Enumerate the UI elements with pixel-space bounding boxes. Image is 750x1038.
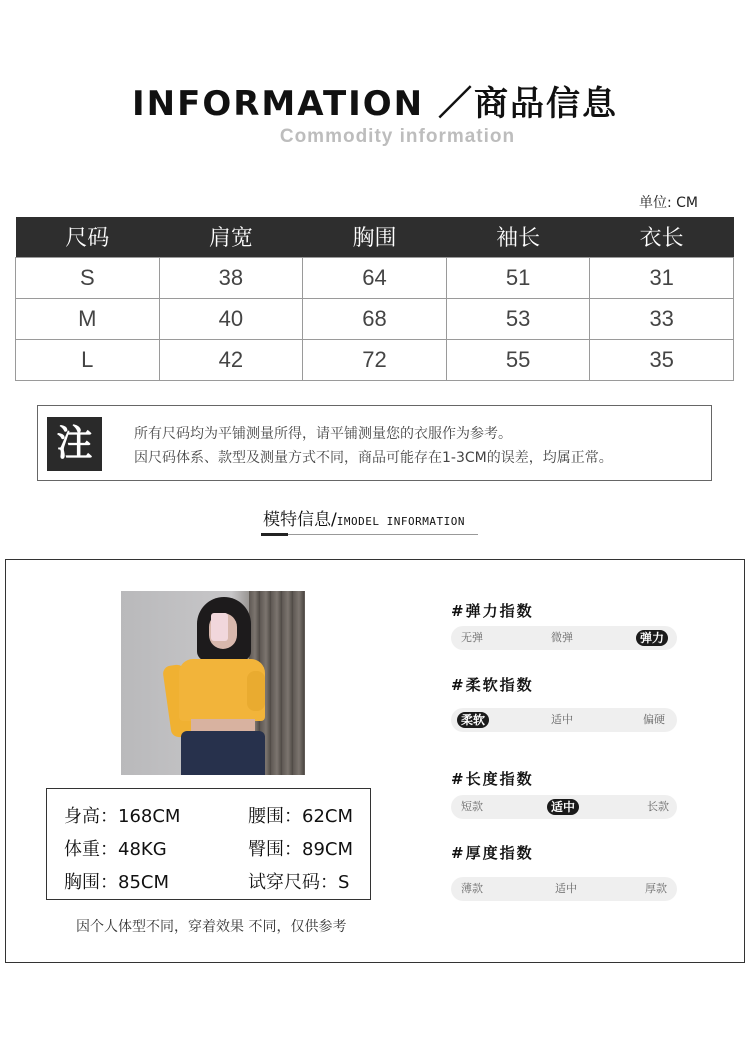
length-bar [451, 795, 677, 819]
softness-option-selected: 柔软 [457, 712, 489, 728]
stat-size: 试穿尺码：S [248, 872, 350, 893]
thickness-title: #厚度指数 [451, 844, 534, 862]
softness-bar [451, 708, 677, 732]
size-table-header [16, 217, 734, 257]
page-title: INFORMATION ／商品信息 [132, 84, 618, 124]
thickness-option: 薄款 [461, 882, 483, 895]
measurement-note [37, 405, 712, 481]
softness-option: 适中 [551, 713, 573, 726]
table-cell: M [16, 298, 160, 339]
model-heading-cn: 模特信息/ [263, 510, 337, 530]
col-header-shoulder: 肩宽 [159, 217, 303, 257]
length-option: 短款 [461, 800, 483, 813]
fit-disclaimer: 因个人体型不同，穿着效果 不同，仅供参考 [76, 919, 347, 935]
table-cell: L [16, 339, 160, 380]
table-cell: 68 [303, 298, 447, 339]
unit-label: 单位: CM [638, 195, 698, 211]
heading-accent [261, 533, 288, 536]
softness-option: 偏硬 [643, 713, 665, 726]
stat-waist: 腰围：62CM [248, 806, 354, 827]
table-cell: 64 [303, 257, 447, 298]
model-heading-en: IMODEL INFORMATION [336, 515, 465, 528]
model-info-heading [263, 505, 465, 530]
elasticity-option: 无弹 [461, 631, 483, 644]
table-cell: 51 [446, 257, 590, 298]
elasticity-option-selected: 弹力 [636, 630, 668, 646]
elasticity-option: 微弹 [551, 631, 573, 644]
elasticity-title: #弹力指数 [451, 602, 534, 620]
thickness-option: 适中 [555, 882, 577, 895]
col-header-length: 衣长 [590, 217, 734, 257]
col-header-chest: 胸围 [303, 217, 447, 257]
model-panel [5, 559, 745, 963]
table-cell: 31 [590, 257, 734, 298]
softness-title: #柔软指数 [451, 676, 534, 694]
table-cell: 55 [446, 339, 590, 380]
length-option-selected: 适中 [547, 799, 579, 815]
table-cell: 42 [159, 339, 303, 380]
table-cell: 53 [446, 298, 590, 339]
model-photo [121, 591, 305, 775]
stat-weight: 体重：48KG [64, 839, 167, 860]
table-cell: 35 [590, 339, 734, 380]
table-row [16, 257, 734, 298]
page-subtitle: Commodity information [279, 126, 516, 147]
table-cell: 33 [590, 298, 734, 339]
length-option: 长款 [647, 800, 669, 813]
model-stats-box [46, 788, 371, 900]
table-cell: 72 [303, 339, 447, 380]
note-line-2: 因尺码体系、款型及测量方式不同，商品可能存在1-3CM的误差，均属正常。 [134, 450, 613, 466]
stat-hip: 臀围：89CM [248, 839, 354, 860]
length-title: #长度指数 [451, 770, 534, 788]
elasticity-bar [451, 626, 677, 650]
heading-divider [261, 534, 478, 535]
thickness-bar [451, 877, 677, 901]
col-header-size: 尺码 [16, 217, 160, 257]
thickness-option: 厚款 [645, 882, 667, 895]
table-cell: 40 [159, 298, 303, 339]
stat-height: 身高：168CM [64, 806, 181, 827]
table-cell: S [16, 257, 160, 298]
note-badge: 注 [47, 417, 102, 471]
table-row [16, 298, 734, 339]
note-line-1: 所有尺码均为平铺测量所得，请平铺测量您的衣服作为参考。 [134, 426, 512, 442]
stat-bust: 胸围：85CM [64, 872, 170, 893]
size-table [15, 217, 734, 381]
table-cell: 38 [159, 257, 303, 298]
col-header-sleeve: 袖长 [446, 217, 590, 257]
table-row [16, 339, 734, 380]
